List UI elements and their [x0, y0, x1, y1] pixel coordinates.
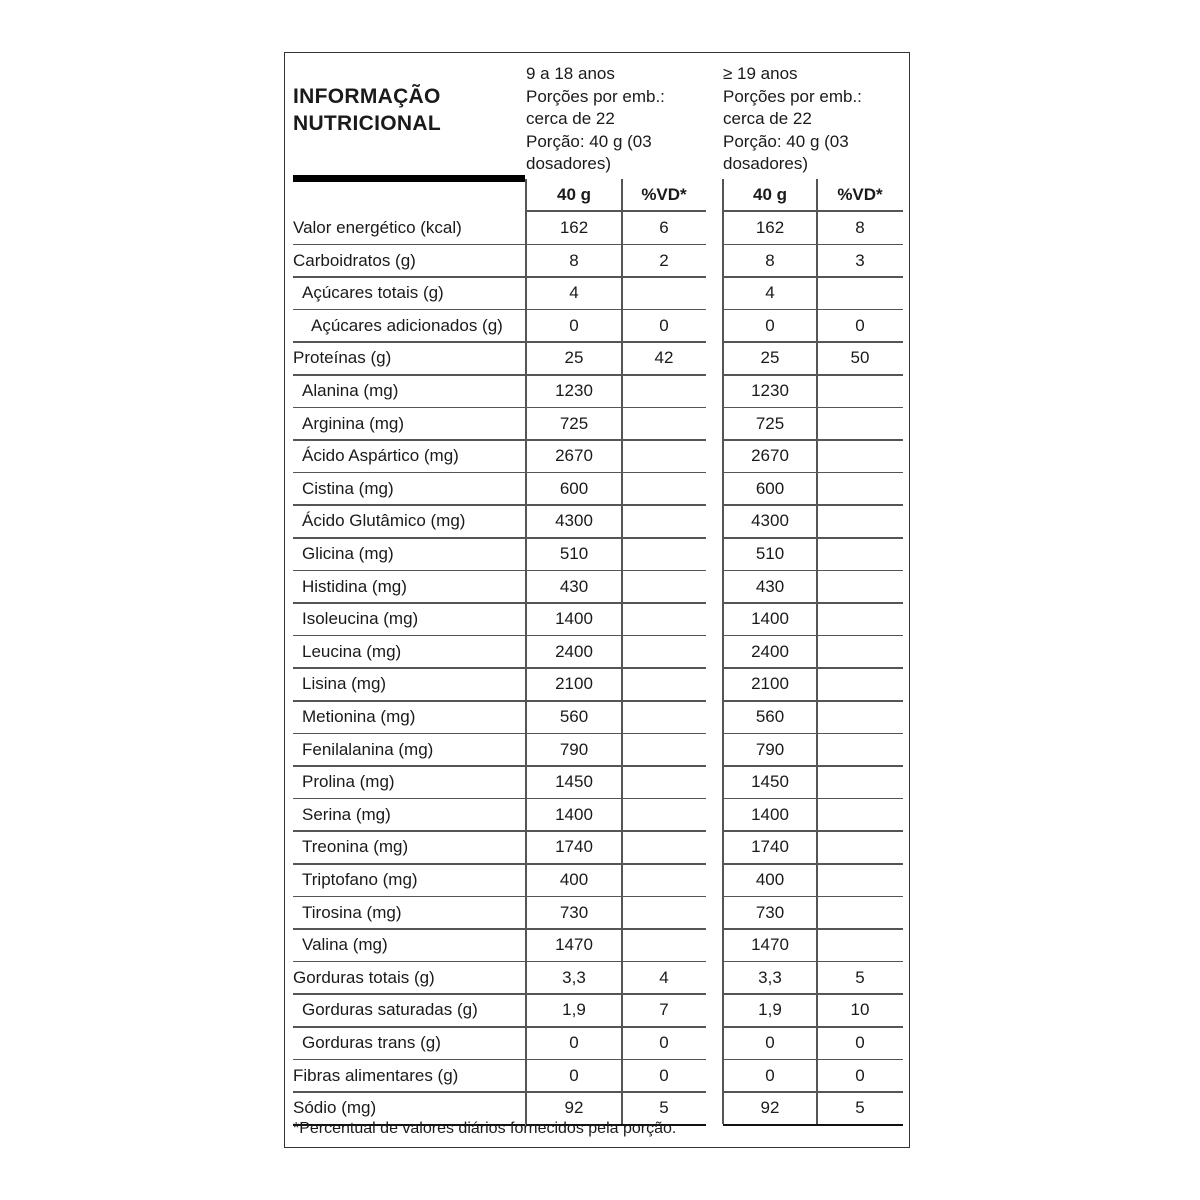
nutrient-dv: 6	[659, 218, 669, 237]
group-header-line: Porção: 40 g (03	[526, 131, 652, 151]
nutrient-name: Cistina (mg)	[302, 478, 394, 498]
group-header-line: Porção: 40 g (03	[723, 131, 849, 151]
group-header-19-plus	[723, 63, 862, 176]
nutrient-amount: 2670	[555, 446, 593, 466]
nutrient-amount: 430	[755, 576, 785, 596]
nutrient-name: Gorduras saturadas (g)	[302, 1000, 478, 1020]
group-header-line: Porções por emb.:	[526, 86, 665, 106]
nutrient-dv: 0	[659, 315, 669, 335]
nutrient-amount: 3,3	[562, 967, 586, 987]
title-line: NUTRICIONAL	[293, 112, 441, 135]
nutrient-name: Fenilalanina (mg)	[302, 739, 434, 759]
label-title	[293, 83, 441, 137]
nutrient-dv: 42	[654, 348, 674, 368]
nutrient-amount: 0	[569, 1065, 579, 1085]
nutrient-name: Serina (mg)	[302, 804, 391, 824]
group-header-line: ≥ 19 anos	[723, 64, 798, 83]
row-divider	[723, 1124, 903, 1127]
nutrient-name: Metionina (mg)	[302, 707, 416, 726]
nutrient-amount: 1230	[751, 381, 789, 400]
nutrient-amount: 0	[569, 315, 579, 335]
nutrient-amount: 1400	[751, 804, 789, 824]
nutrient-amount: 790	[559, 739, 589, 759]
header-thick-rule	[293, 175, 525, 182]
nutrient-dv: 3	[855, 250, 865, 270]
footnote: *Percentual de valores diários fornecidos pela porção.	[293, 1120, 677, 1137]
nutrient-amount: 8	[765, 250, 775, 270]
nutrient-name: Arginina (mg)	[302, 413, 405, 433]
nutrient-amount: 730	[559, 902, 589, 922]
nutrient-amount: 2400	[555, 641, 593, 661]
nutrient-dv: 50	[850, 348, 870, 368]
title-line: INFORMAÇÃO	[293, 85, 441, 108]
nutrient-dv: 0	[659, 1065, 669, 1085]
nutrient-name: Ácido Glutâmico (mg)	[302, 511, 466, 531]
group-header-line: Porções por emb.:	[723, 86, 862, 106]
nutrient-name: Carboidratos (g)	[293, 250, 416, 270]
nutrient-amount: 730	[755, 902, 785, 922]
nutrient-dv: 10	[850, 1000, 870, 1020]
group-header-line: 9 a 18 anos	[526, 64, 615, 83]
nutrient-amount: 1,9	[562, 1000, 586, 1020]
nutrient-amount: 1470	[751, 935, 789, 955]
nutrient-dv: 2	[659, 250, 669, 270]
nutrient-name: Leucina (mg)	[302, 641, 402, 661]
column-divider	[621, 179, 623, 1124]
nutrient-amount: 1740	[751, 837, 789, 857]
nutrient-dv: 5	[855, 1098, 865, 1118]
nutrient-amount: 8	[569, 250, 579, 270]
nutrient-amount: 4300	[751, 511, 789, 531]
nutrient-amount: 1740	[555, 837, 593, 857]
nutrient-amount: 2100	[751, 674, 789, 694]
nutrient-dv: 7	[659, 1000, 669, 1020]
nutrient-amount: 1400	[555, 609, 593, 629]
column-divider	[816, 179, 818, 1124]
nutrient-name: Açúcares adicionados (g)	[311, 315, 503, 335]
column-divider	[525, 179, 527, 1124]
nutrient-amount: 430	[559, 576, 589, 596]
nutrient-amount: 1470	[555, 935, 593, 955]
nutrient-amount: 0	[765, 315, 775, 335]
nutrient-amount: 162	[559, 218, 589, 237]
nutrient-name: Alanina (mg)	[302, 381, 399, 400]
group-header-line: dosadores)	[723, 154, 809, 174]
nutrient-amount: 725	[559, 413, 589, 433]
nutrient-dv: 4	[659, 967, 669, 987]
nutrient-name: Gorduras totais (g)	[293, 967, 435, 987]
nutrient-amount: 600	[559, 478, 589, 498]
nutrient-amount: 790	[755, 739, 785, 759]
nutrient-dv: 0	[659, 1033, 669, 1052]
nutrient-amount: 600	[755, 478, 785, 498]
group-header-9-18	[526, 63, 665, 176]
nutrient-dv: 8	[855, 218, 865, 237]
group-header-line: cerca de 22	[723, 109, 812, 129]
nutrient-name: Açúcares totais (g)	[302, 283, 444, 303]
nutrient-amount: 560	[755, 707, 785, 726]
subheader-amount-19-plus: 40 g	[752, 185, 788, 204]
nutrient-amount: 510	[755, 544, 785, 563]
group-header-line: dosadores)	[526, 154, 612, 174]
subheader-amount-9-18: 40 g	[556, 185, 592, 204]
nutrient-amount: 0	[765, 1065, 775, 1085]
nutrient-dv: 5	[855, 967, 865, 987]
nutrient-name: Triptofano (mg)	[302, 870, 418, 889]
nutrient-amount: 510	[559, 544, 589, 563]
nutrient-name: Valina (mg)	[302, 935, 388, 955]
nutrition-facts-label	[284, 52, 910, 1148]
nutrient-dv: 0	[855, 1033, 865, 1052]
nutrient-amount: 162	[755, 218, 785, 237]
nutrient-name: Prolina (mg)	[302, 772, 395, 792]
nutrient-name: Proteínas (g)	[293, 348, 392, 368]
nutrient-name: Ácido Aspártico (mg)	[302, 446, 459, 466]
nutrient-amount: 2100	[555, 674, 593, 694]
nutrient-amount: 92	[564, 1098, 584, 1118]
nutrient-name: Fibras alimentares (g)	[293, 1065, 459, 1085]
nutrient-amount: 1450	[751, 772, 789, 792]
nutrient-amount: 92	[760, 1098, 780, 1118]
nutrient-amount: 25	[564, 348, 584, 368]
nutrient-amount: 1400	[751, 609, 789, 629]
nutrient-amount: 400	[559, 870, 589, 889]
nutrient-amount: 4	[765, 283, 775, 303]
column-divider	[722, 179, 724, 1124]
nutrient-amount: 0	[569, 1033, 579, 1052]
nutrient-amount: 2670	[751, 446, 789, 466]
nutrient-dv: 0	[855, 315, 865, 335]
nutrient-amount: 4300	[555, 511, 593, 531]
subheader-dv-9-18: %VD*	[641, 185, 687, 204]
nutrient-amount: 1450	[555, 772, 593, 792]
nutrient-amount: 0	[765, 1033, 775, 1052]
nutrient-dv: 0	[855, 1065, 865, 1085]
nutrient-name: Histidina (mg)	[302, 576, 407, 596]
nutrient-amount: 1,9	[758, 1000, 782, 1020]
subheader-dv-19-plus: %VD*	[837, 185, 883, 204]
nutrient-name: Lisina (mg)	[302, 674, 387, 694]
group-header-line: cerca de 22	[526, 109, 615, 129]
nutrient-name: Glicina (mg)	[302, 544, 394, 563]
nutrient-name: Tirosina (mg)	[302, 902, 402, 922]
nutrient-name: Valor energético (kcal)	[293, 218, 462, 237]
nutrient-name: Gorduras trans (g)	[302, 1033, 441, 1052]
nutrient-name: Isoleucina (mg)	[302, 609, 419, 629]
nutrient-amount: 2400	[751, 641, 789, 661]
nutrient-amount: 560	[559, 707, 589, 726]
nutrient-name: Sódio (mg)	[293, 1098, 377, 1118]
nutrient-amount: 25	[760, 348, 780, 368]
nutrient-name: Treonina (mg)	[302, 837, 409, 857]
nutrient-amount: 1400	[555, 804, 593, 824]
nutrient-amount: 1230	[555, 381, 593, 400]
nutrient-dv: 5	[659, 1098, 669, 1118]
nutrient-amount: 400	[755, 870, 785, 889]
nutrient-amount: 4	[569, 283, 579, 303]
nutrient-amount: 725	[755, 413, 785, 433]
nutrient-amount: 3,3	[758, 967, 782, 987]
